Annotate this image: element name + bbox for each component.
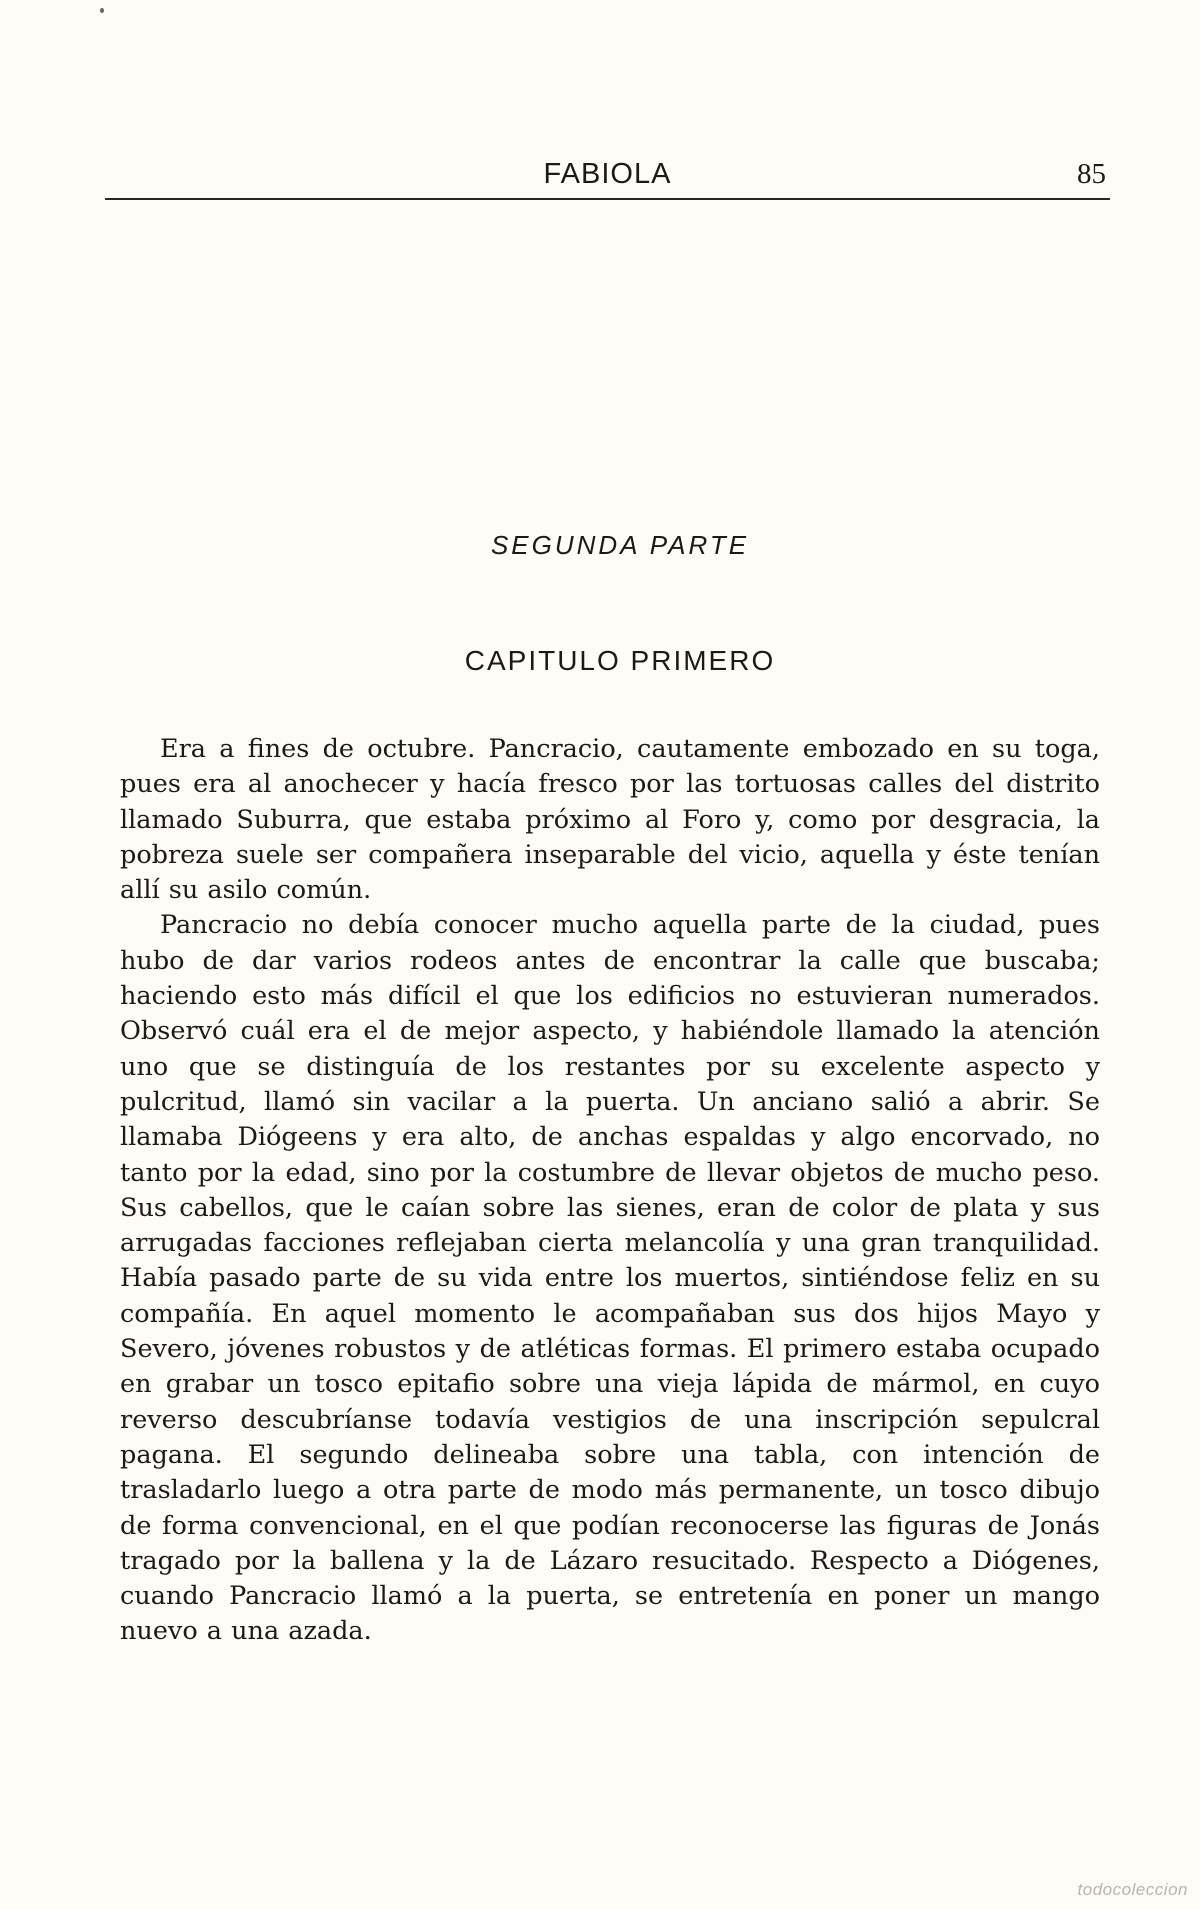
running-head bbox=[105, 158, 1110, 198]
paragraph: Pancracio no debía conocer mucho aquella parte de la ciudad, pues hubo de dar varios rodeos antes de encontrar la calle que buscaba; haciendo esto más difícil el que los edificios no estuvieran numerados. Observó cuál era el de mejor aspecto, y habiéndole llamado la atención uno que se distinguía de los restantes por su excelente aspecto y pulcritud, llamó sin vacilar a la puerta. Un anciano salió a abrir. Se llamaba Diógeens y era alto, de anchas espaldas y algo encorvado, no tanto por la edad, sino por la costumbre de llevar objetos de mucho peso. Sus cabellos, que le caían sobre las sienes, eran de color de plata y sus arrugadas facciones reflejaban cierta melancolía y una gran tranquilidad. Había pasado parte de su vida entre los muertos, sintiéndose feliz en su compañía. En aquel momento le acompañaban sus dos hijos Mayo y Severo, jóvenes robustos y de atléticas formas. El primero estaba ocupado en grabar un tosco epitafio sobre una vieja lápida de mármol, en cuyo reverso descubríanse todavía vestigios de una inscripción sepulcral pagana. El segundo delineaba sobre una tabla, con intención de trasladarlo luego a otra parte de modo más permanente, un tosco dibujo de forma convencional, en el que podían reconocerse las figuras de Jonás tragado por la ballena y la de Lázaro resucitado. Respecto a Diógenes, cuando Pancracio llamó a la puerta, se entretenía en poner un mango nuevo a una azada. bbox=[120, 910, 1100, 1647]
running-title: FABIOLA bbox=[543, 158, 672, 190]
ink-speck bbox=[100, 8, 104, 13]
paragraph: Era a fines de octubre. Pancracio, cautamente embozado en su toga, pues era al anochecer y hacía fresco por las tortuosas calles del distrito llamado Suburra, que estaba próximo al Foro y, como por desgracia, la pobreza suele ser compañera inseparable del vicio, aquella y éste tenían allí su asilo común. bbox=[120, 734, 1100, 906]
part-title: SEGUNDA PARTE bbox=[490, 530, 750, 560]
watermark: todocoleccion bbox=[1077, 1880, 1188, 1899]
body-text bbox=[120, 732, 1100, 1650]
chapter-title: CAPITULO PRIMERO bbox=[464, 645, 776, 676]
header-rule bbox=[105, 198, 1110, 200]
page-number: 85 bbox=[1077, 158, 1106, 190]
